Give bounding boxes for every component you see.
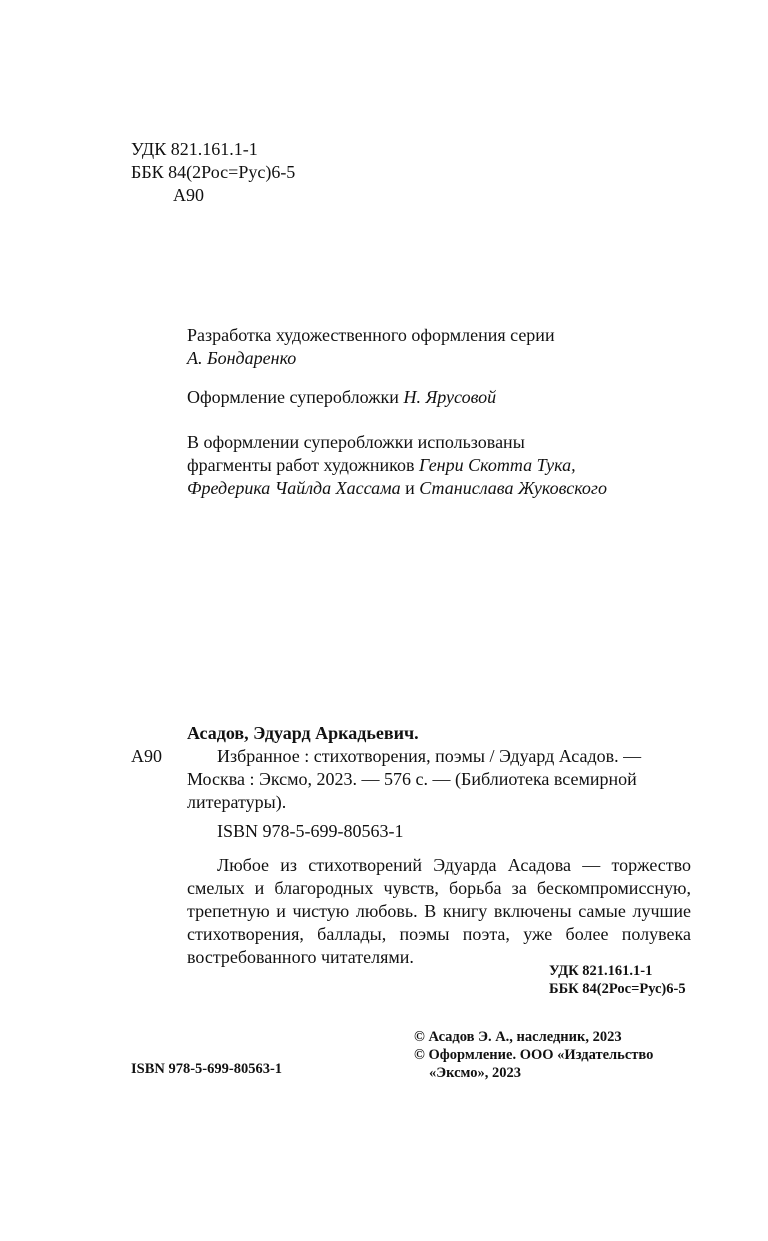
fragments-line-1: В оформлении суперобложки использованы [187, 432, 525, 452]
fragments-credit [187, 431, 607, 500]
udk-code: УДК 821.161.1-1 [131, 139, 258, 159]
artist-2: Фредерика Чайлда Хассама [187, 478, 401, 498]
author-mark: А90 [173, 185, 204, 205]
copyright-line-1: © Асадов Э. А., наследник, 2023 [414, 1029, 622, 1045]
conjunction: и [405, 478, 415, 498]
cover-design-name: Н. Ярусовой [403, 387, 497, 407]
catalog-classification [549, 962, 686, 998]
series-design-label: Разработка художественного оформления серии [187, 325, 555, 345]
catalog-bbk: ББК 84(2Рос=Рус)6-5 [549, 981, 686, 997]
annotation-paragraph: Любое из стихотворений Эдуарда Асадова — торжество смелых и благородных чувств, борьба за бескомпромиссную, трепетную и чистую любовь. В книгу включены самые лучшие стихотворения, баллады, поэмы поэта, уже более полувека востребованного читателями. [187, 855, 691, 967]
series-design-name: А. Бондаренко [187, 348, 297, 368]
copyright-block [414, 1028, 653, 1082]
classification-block [131, 138, 295, 207]
catalog-author-heading: Асадов, Эдуард Аркадьевич. [187, 723, 419, 743]
cover-design-credit [187, 386, 496, 409]
catalog-entry-line-1: Избранное : стихотворения, поэмы / Эдуард Асадов. — [217, 746, 642, 766]
copyright-line-2: © Оформление. ООО «Издательство [414, 1047, 654, 1063]
catalog-entry [187, 745, 691, 814]
catalog-entry-line-2: Москва : Эксмо, 2023. — 576 с. — (Библиотека всемирной [187, 769, 637, 789]
credits-block [187, 324, 555, 370]
cover-design-label: Оформление суперобложки [187, 387, 399, 407]
copyright-line-3: «Эксмо», 2023 [429, 1065, 521, 1081]
catalog-isbn: ISBN 978-5-699-80563-1 [217, 821, 404, 841]
catalog-udk: УДК 821.161.1-1 [549, 963, 653, 979]
fragments-line-2: фрагменты работ художников [187, 455, 415, 475]
artist-3: Станислава Жуковского [419, 478, 607, 498]
artist-1: Генри Скотта Тука, [418, 455, 576, 475]
bbk-code: ББК 84(2Рос=Рус)6-5 [131, 162, 296, 182]
catalog-entry-line-3: литературы). [187, 792, 287, 812]
catalog-author-mark: А90 [131, 746, 162, 766]
footer-isbn: ISBN 978-5-699-80563-1 [131, 1061, 283, 1077]
